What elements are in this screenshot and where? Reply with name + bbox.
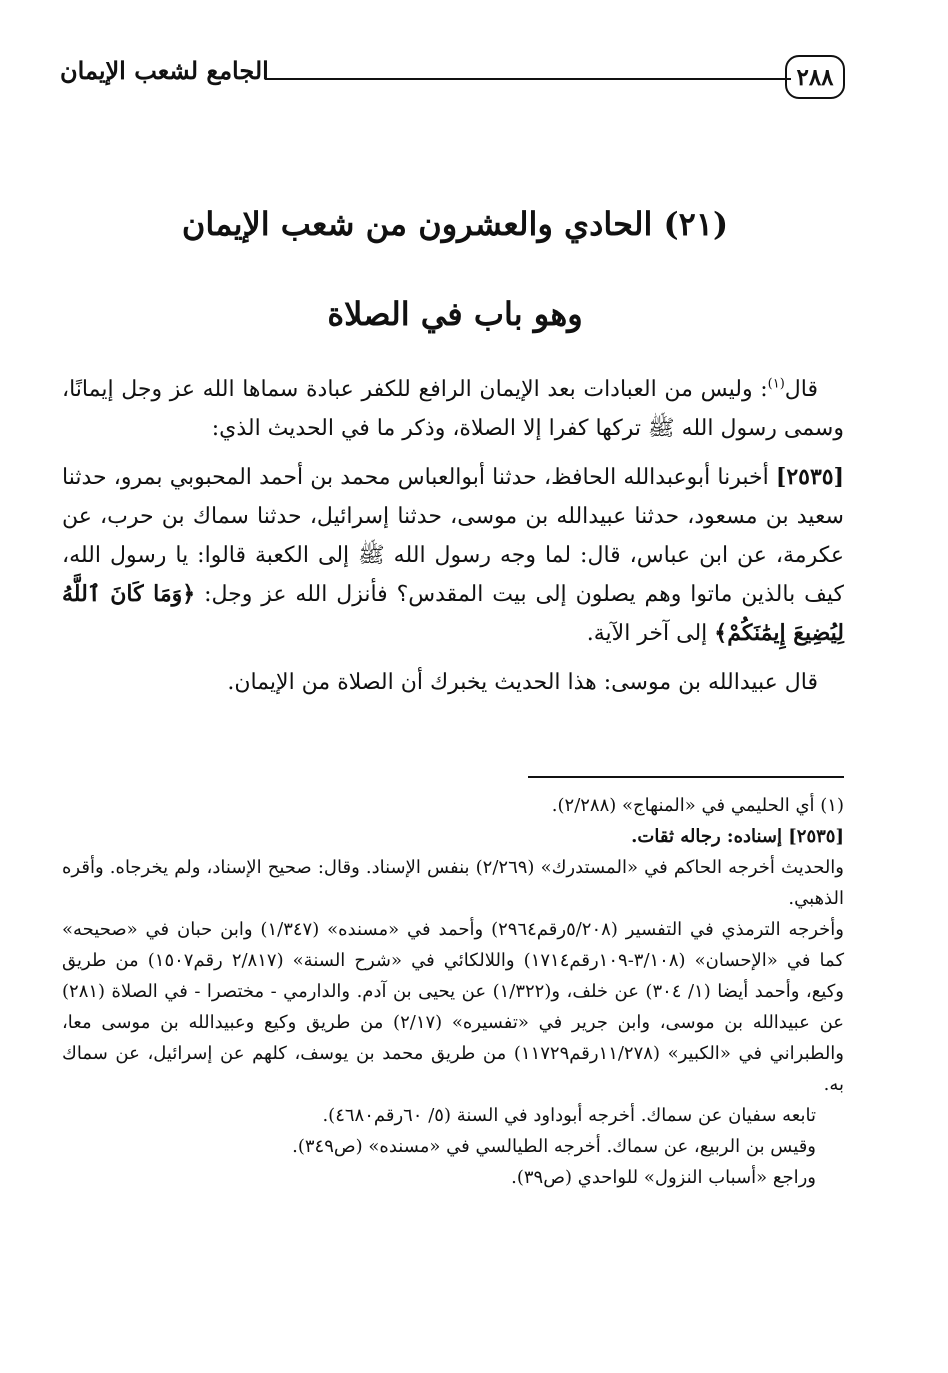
footnote-2-paragraph-1: والحديث أخرجه الحاكم في «المستدرك» (٢/٢٦٩) بنفس الإسناد. وقال: صحيح الإسناد، ولم يخرجاه. وأقره الذهبي. [62, 857, 844, 909]
footnote-2-paragraph-2: وأخرجه الترمذي في التفسير (٥/٢٠٨رقم٢٩٦٤) وأحمد في «مسنده» (١/٣٤٧) وابن حبان في «صحيحه» كما في «الإحسان» (٣/١٠٨-١٠٩رقم١٧١٤) واللالكائي في «شرح السنة» (٢/٨١٧ رقم١٥٠٧) من طريق وكيع، وأحمد أيضا (١/ ٣٠٤) عن خلف، و(١/٣٢٢) عن يحيى بن آدم. والدارمي - مختصرا - في الصلاة (٢٨١) عن عبيدالله بن موسى، وابن جرير في «تفسيره» (٢/١٧) من طريق وكيع وعبيدالله بن موسى معا، والطبراني في «الكبير» (١١/٢٧٨رقم١١٧٢٩) من طريق محمد بن يوسف، كلهم عن إسرائيل، عن سماك به. [62, 919, 845, 1095]
main-text [62, 370, 844, 702]
hadith-tail: إلى آخر الآية. [586, 621, 708, 646]
chapter-title: (٢١) الحادي والعشرون من شعب الإيمان [181, 205, 729, 243]
intro-label: قال [784, 377, 818, 402]
intro-paragraph [62, 370, 844, 448]
hadith-number: [٢٥٣٥] [775, 464, 845, 490]
footnotes [62, 790, 844, 1193]
running-header [60, 52, 850, 108]
page-number: ٢٨٨ [785, 55, 845, 99]
footnote-2-label: [٢٥٣٥] إسناده: رجاله ثقات. [631, 826, 844, 847]
quran-verse: ﴿وَمَا كَانَ ٱللَّهُ لِيُضِيعَ إِيمَٰنَكُمْ﴾ [62, 581, 844, 646]
footnote-2-paragraph-4: وقيس بن الربيع، عن سماك. أخرجه الطيالسي في «مسنده» (ص٣٤٩). [292, 1136, 816, 1157]
running-header-title: الجامع لشعب الإيمان [60, 56, 269, 85]
closing-paragraph: قال عبيدالله بن موسى: هذا الحديث يخبرك أن الصلاة من الإيمان. [227, 670, 818, 695]
hadith-paragraph [62, 458, 844, 653]
footnote-marker: (١) [767, 376, 785, 392]
hadith-text: أخبرنا أبوعبدالله الحافظ، حدثنا أبوالعباس محمد بن أحمد المحبوبي بمرو، حدثنا سعيد بن مسعود، حدثنا عبيدالله بن موسى، حدثنا إسرائيل، حدثنا سماك بن حرب، عن عكرمة، عن ابن عباس، قال: لما وجه رسول الله ﷺ إلى الكعبة قالوا: يا رسول الله، كيف بالذين ماتوا وهم يصلون إلى بيت المقدس؟ فأنزل الله عز وجل: [62, 465, 844, 607]
footnote-1: (١) أي الحليمي في «المنهاج» (٢/٢٨٨). [551, 795, 844, 816]
footnote-separator [528, 776, 844, 778]
chapter-subtitle: وهو باب في الصلاة [327, 295, 583, 333]
footnote-2-paragraph-5: وراجع «أسباب النزول» للواحدي (ص٣٩). [511, 1167, 816, 1188]
intro-text: : وليس من العبادات بعد الإيمان الرافع للكفر عبادة سماها الله عز وجل إيمانًا، وسمى رسول الله ﷺ تركها كفرا إلا الصلاة، وذكر ما في الحديث الذي: [62, 377, 844, 441]
header-rule [265, 78, 791, 80]
footnote-2-paragraph-3: تابعه سفيان عن سماك. أخرجه أبوداود في السنة (٥/ ٦٠رقم٤٦٨٠). [322, 1105, 816, 1126]
